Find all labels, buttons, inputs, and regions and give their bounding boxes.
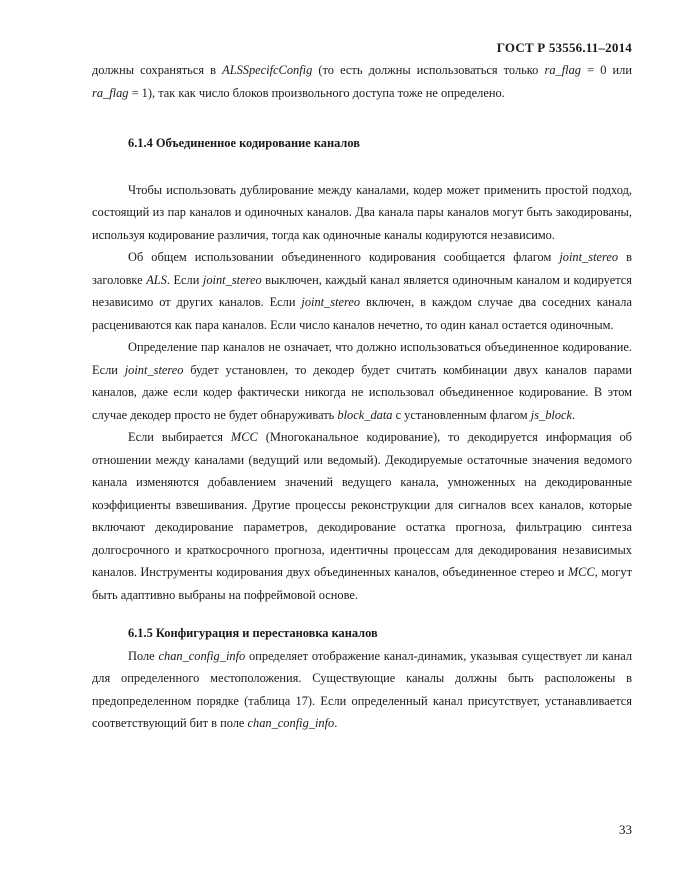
text-run: с установленным флагом [392,407,531,422]
italic-term: joint_stereo [124,362,184,377]
paragraph-mcc [92,426,632,606]
text-run: будет установлен, то декодер будет считать комбинации двух каналов парами каналов, даже если кодер фактически никогда не использовал объединенное кодирование. В этом случае декодер просто не будет обнаруживать [92,362,632,422]
intro-paragraph [92,59,632,104]
italic-term: chan_config_info [158,648,246,663]
text-run: Поле [128,648,159,663]
italic-term: MCC [567,565,595,579]
document-standard-header: ГОСТ Р 53556.11–2014 [496,40,632,55]
text-run: должны сохраняться в [92,63,223,77]
document-body [92,59,632,735]
text-run: определяет отображение канал-динамик, указывая существует ли канал для определенного местоположения. Существующие каналы должны быть расположены в предопределенном порядке (таблица 17). Если определенный канал присутствует, устанавливается соответствующий бит в поле [92,648,633,730]
italic-term: ALSSpecifcConfig [222,63,313,77]
paragraph-channel-pairs [92,336,632,426]
text-run: Определение пар каналов не означает, что должно использоваться объединенное кодирование. Если [92,340,632,377]
text-run: . [334,716,338,730]
text-run: = 0 или [581,63,632,77]
text-run: (то есть должны использоваться только [312,63,545,77]
italic-term: ra_flag [92,85,129,100]
text-run: = 1), так как число блоков произвольного доступа тоже не определено. [128,85,505,100]
italic-term: block_data [337,407,393,422]
section-heading-6-1-5: 6.1.5 Конфигурация и перестановка каналов [128,626,378,640]
text-run: . [572,407,576,422]
italic-term: joint_stereo [301,295,361,309]
section-heading-6-1-4: 6.1.4 Объединенное кодирование каналов [128,136,360,150]
text-run: (Многоканальное кодирование), то декодируется информация об отношении между каналами (ведущий или ведомый). Декодируемые остаточные значения ведомого канала изменяются добавлением значений ведущего канала, умноженных на декодированные коэффициенты взвешивания. Другие процессы реконструкции для сигналов всех каналов, которые включают декодирование параметров, декодирование остатка прогноза, фильтрацию синтеза долгосрочного и краткосрочного прогноза, идентичны процессам для декодирования независимых каналов. Инструменты кодирования двух объединенных каналов, объединенное стерео и [92,430,632,579]
page-number: 33 [619,822,632,837]
text-run: выключен, каждый канал является одиночным каналом и кодируется независимо от других каналов. Если [92,272,632,309]
text-run: Если выбирается [128,430,231,444]
paragraph-joint-stereo-flag [92,246,632,336]
italic-term: chan_config_info [247,716,335,730]
italic-term: ra_flag [544,63,581,77]
text-run: . Если [166,272,203,287]
italic-term: ALS [146,272,167,287]
text-run: включен, в каждом случае два соседних канала расцениваются как пара каналов. Если число каналов нечетно, то один канал остается одиночным. [92,295,632,332]
italic-term: js_block [530,407,573,422]
italic-term: joint_stereo [202,272,262,287]
italic-term: joint_stereo [559,250,619,264]
text-run: , могут быть адаптивно выбраны на пофреймовой основе. [92,565,632,602]
text-run: в заголовке [92,250,632,287]
paragraph-chan-config [92,645,632,735]
paragraph-redundancy: Чтобы использовать дублирование между каналами, кодер может применить простой подход, состоящий из пар каналов и одиночных каналов. Два канала пары каналов могут быть закодированы, используя кодирование различия, тогда как одиночные каналы кодируются независимо. [92,182,632,242]
italic-term: MCC [230,430,258,444]
text-run: Об общем использовании объединенного кодирования сообщается флагом [128,250,560,264]
